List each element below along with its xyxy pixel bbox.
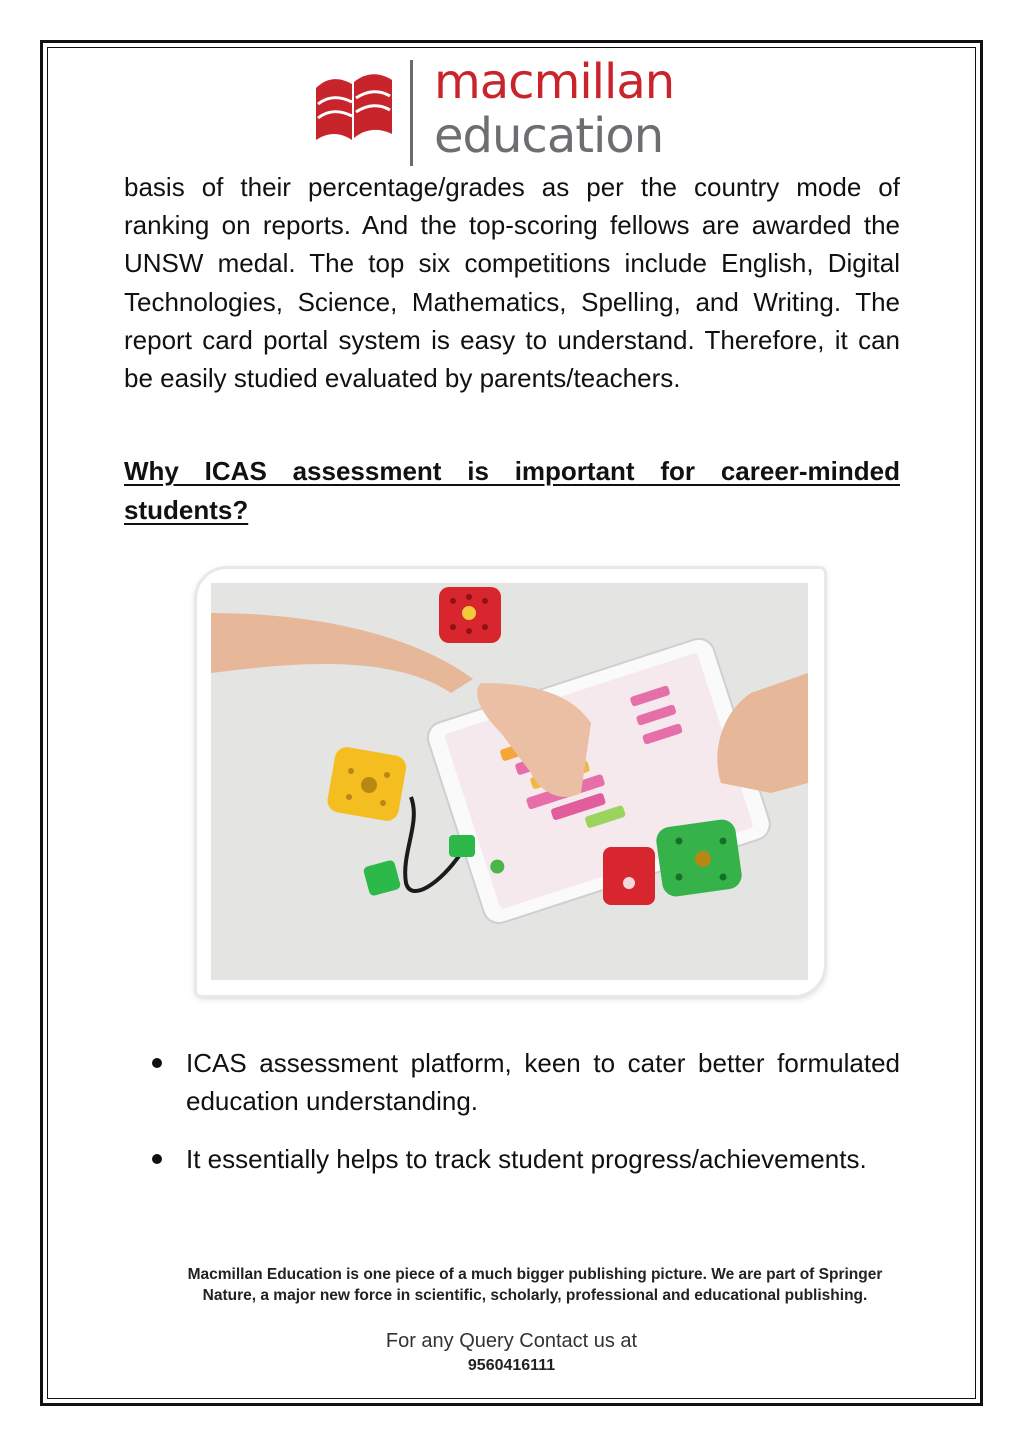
footer-publisher-note: Macmillan Education is one piece of a much bigger publishing picture. We are part of Springer Nature, a major new force in scientific, scholarly, professional and educational publishing. [187,1266,883,1304]
contact-phone: 9560416111 [467,1357,556,1374]
contact-label: For any Query Contact us at [385,1330,638,1352]
logo-wordmark-macmillan: macmillan [434,54,675,110]
book-logo-icon [312,70,394,150]
body-paragraph: basis of their percentage/grades as per the country mode of ranking on reports. And the top-scoring fellows are awarded the UNSW medal. The top six competitions include English, Digital Technologies, Science, Mathematics, Spelling, and Writing. The report card portal system is easy to understand. Therefore, it can be easily studied evaluated by parents/teachers. [124,172,900,394]
tablet-coding-photo [211,583,808,980]
bullet-dot-icon [152,1154,162,1164]
bullet-dot-icon [152,1058,162,1068]
section-heading: Why ICAS assessment is important for career-minded students? [124,456,900,525]
macmillan-logo [312,54,732,170]
bullet-text: It essentially helps to track student progress/achievements. [186,1144,867,1174]
bullet-list [146,1044,900,1198]
logo-wordmark-education: education [434,108,664,164]
photo-frame [197,569,824,995]
bullet-text: ICAS assessment platform, keen to cater better formulated education understanding. [186,1048,900,1116]
bullet-item [146,1140,900,1178]
body-paragraph-block [124,168,900,397]
logo-divider [410,60,413,166]
bullet-item [146,1044,900,1120]
